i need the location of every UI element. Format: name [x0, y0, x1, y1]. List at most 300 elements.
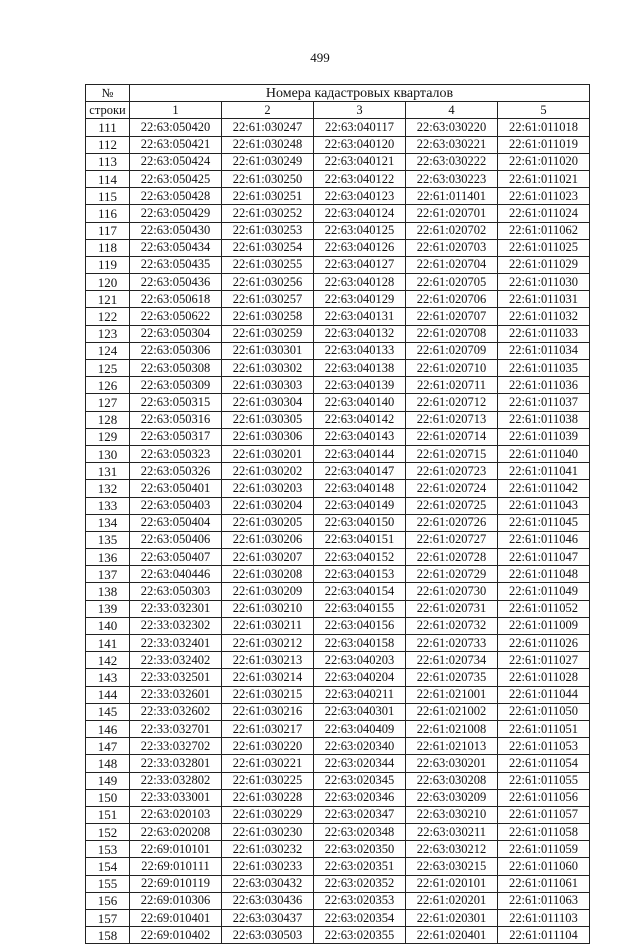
cadastral-number-cell: 22:61:030220: [222, 738, 314, 755]
cadastral-number-cell: 22:63:050406: [130, 531, 222, 548]
cadastral-number-cell: 22:63:040128: [314, 274, 406, 291]
cadastral-number-cell: 22:63:050403: [130, 497, 222, 514]
row-number: 140: [86, 617, 130, 634]
cadastral-number-cell: 22:61:011026: [498, 635, 590, 652]
cadastral-number-cell: 22:63:050407: [130, 549, 222, 566]
row-number: 147: [86, 738, 130, 755]
row-number: 122: [86, 308, 130, 325]
table-row: [86, 480, 590, 497]
cadastral-number-cell: 22:61:020728: [406, 549, 498, 566]
cadastral-number-cell: 22:63:020103: [130, 806, 222, 823]
row-number: 115: [86, 188, 130, 205]
cadastral-number-cell: 22:61:011051: [498, 720, 590, 737]
cadastral-number-cell: 22:63:040156: [314, 617, 406, 634]
table-row: [86, 789, 590, 806]
table-row: [86, 686, 590, 703]
cadastral-number-cell: 22:63:050308: [130, 360, 222, 377]
table-row: [86, 239, 590, 256]
cadastral-number-cell: 22:63:030221: [406, 136, 498, 153]
cadastral-number-cell: 22:61:030205: [222, 514, 314, 531]
row-number: 128: [86, 411, 130, 428]
table-row: [86, 549, 590, 566]
cadastral-number-cell: 22:63:020344: [314, 755, 406, 772]
cadastral-number-cell: 22:61:011033: [498, 325, 590, 342]
cadastral-number-cell: 22:63:030222: [406, 153, 498, 170]
cadastral-number-cell: 22:33:032401: [130, 635, 222, 652]
row-number: 133: [86, 497, 130, 514]
cadastral-number-cell: 22:61:020711: [406, 377, 498, 394]
cadastral-number-cell: 22:61:011061: [498, 875, 590, 892]
cadastral-number-cell: 22:63:050420: [130, 119, 222, 136]
cadastral-number-cell: 22:61:030212: [222, 635, 314, 652]
cadastral-number-cell: 22:61:030257: [222, 291, 314, 308]
cadastral-number-cell: 22:61:011103: [498, 910, 590, 927]
cadastral-number-cell: 22:61:030214: [222, 669, 314, 686]
cadastral-number-cell: 22:63:040131: [314, 308, 406, 325]
cadastral-number-cell: 22:61:030233: [222, 858, 314, 875]
cadastral-number-cell: 22:63:040211: [314, 686, 406, 703]
table-row: [86, 617, 590, 634]
cadastral-number-cell: 22:63:030209: [406, 789, 498, 806]
cadastral-number-cell: 22:61:030302: [222, 360, 314, 377]
cadastral-number-cell: 22:33:032702: [130, 738, 222, 755]
table-row: [86, 256, 590, 273]
cadastral-number-cell: 22:61:030216: [222, 703, 314, 720]
row-number: 145: [86, 703, 130, 720]
cadastral-number-cell: 22:63:040148: [314, 480, 406, 497]
table-body: [86, 119, 590, 944]
cadastral-number-cell: 22:61:030253: [222, 222, 314, 239]
table-row: [86, 703, 590, 720]
cadastral-number-cell: 22:61:030248: [222, 136, 314, 153]
cadastral-number-cell: 22:61:011044: [498, 686, 590, 703]
cadastral-number-cell: 22:63:050326: [130, 463, 222, 480]
row-number-header-bottom: строки: [86, 102, 130, 119]
cadastral-number-cell: 22:63:050404: [130, 514, 222, 531]
cadastral-number-cell: 22:63:050401: [130, 480, 222, 497]
cadastral-number-cell: 22:61:030211: [222, 617, 314, 634]
cadastral-number-cell: 22:61:030255: [222, 256, 314, 273]
cadastral-number-cell: 22:61:011062: [498, 222, 590, 239]
cadastral-number-cell: 22:61:011029: [498, 256, 590, 273]
row-number: 142: [86, 652, 130, 669]
row-number: 141: [86, 635, 130, 652]
row-number: 148: [86, 755, 130, 772]
cadastral-number-cell: 22:69:010111: [130, 858, 222, 875]
cadastral-number-cell: 22:61:020709: [406, 342, 498, 359]
cadastral-number-cell: 22:61:020301: [406, 910, 498, 927]
cadastral-number-cell: 22:61:011039: [498, 428, 590, 445]
cadastral-number-cell: 22:61:030203: [222, 480, 314, 497]
cadastral-number-cell: 22:61:011035: [498, 360, 590, 377]
cadastral-number-cell: 22:61:020708: [406, 325, 498, 342]
table-row: [86, 428, 590, 445]
column-header: 4: [406, 102, 498, 119]
row-number: 119: [86, 256, 130, 273]
cadastral-number-cell: 22:63:040143: [314, 428, 406, 445]
table-row: [86, 153, 590, 170]
cadastral-number-cell: 22:61:020727: [406, 531, 498, 548]
cadastral-number-cell: 22:63:040153: [314, 566, 406, 583]
cadastral-number-cell: 22:63:030437: [222, 910, 314, 927]
cadastral-number-cell: 22:61:011019: [498, 136, 590, 153]
table-row: [86, 772, 590, 789]
cadastral-number-cell: 22:61:020705: [406, 274, 498, 291]
cadastral-number-cell: 22:61:020704: [406, 256, 498, 273]
table-row: [86, 875, 590, 892]
row-number: 120: [86, 274, 130, 291]
cadastral-number-cell: 22:63:040147: [314, 463, 406, 480]
table-row: [86, 806, 590, 823]
cadastral-number-cell: 22:61:030258: [222, 308, 314, 325]
page-number: 499: [310, 50, 330, 65]
cadastral-number-cell: 22:61:011059: [498, 841, 590, 858]
cadastral-number-cell: 22:61:030201: [222, 445, 314, 462]
cadastral-number-cell: 22:63:040301: [314, 703, 406, 720]
cadastral-number-cell: 22:63:040129: [314, 291, 406, 308]
row-number: 151: [86, 806, 130, 823]
cadastral-number-cell: 22:61:020707: [406, 308, 498, 325]
row-number: 121: [86, 291, 130, 308]
row-number: 134: [86, 514, 130, 531]
row-number: 158: [86, 927, 130, 944]
cadastral-number-cell: 22:63:030211: [406, 824, 498, 841]
cadastral-number-cell: 22:61:020706: [406, 291, 498, 308]
cadastral-number-cell: 22:63:040132: [314, 325, 406, 342]
cadastral-number-cell: 22:61:030303: [222, 377, 314, 394]
cadastral-number-cell: 22:63:040124: [314, 205, 406, 222]
cadastral-number-cell: 22:63:020355: [314, 927, 406, 944]
cadastral-number-cell: 22:61:021002: [406, 703, 498, 720]
cadastral-number-cell: 22:61:011030: [498, 274, 590, 291]
cadastral-number-cell: 22:61:011053: [498, 738, 590, 755]
cadastral-number-cell: 22:63:050430: [130, 222, 222, 239]
cadastral-number-cell: 22:69:010402: [130, 927, 222, 944]
cadastral-number-cell: 22:63:050303: [130, 583, 222, 600]
cadastral-number-cell: 22:63:040151: [314, 531, 406, 548]
cadastral-number-cell: 22:61:011028: [498, 669, 590, 686]
cadastral-number-cell: 22:63:050306: [130, 342, 222, 359]
cadastral-number-cell: 22:61:020733: [406, 635, 498, 652]
cadastral-number-cell: 22:61:020401: [406, 927, 498, 944]
cadastral-number-cell: 22:63:030212: [406, 841, 498, 858]
cadastral-number-cell: 22:63:030223: [406, 170, 498, 187]
row-number: 123: [86, 325, 130, 342]
cadastral-number-cell: 22:61:030204: [222, 497, 314, 514]
cadastral-number-cell: 22:63:040120: [314, 136, 406, 153]
cadastral-number-cell: 22:61:030259: [222, 325, 314, 342]
cadastral-number-cell: 22:63:050428: [130, 188, 222, 205]
table-row: [86, 445, 590, 462]
cadastral-number-cell: 22:61:011027: [498, 652, 590, 669]
cadastral-number-cell: 22:61:030208: [222, 566, 314, 583]
cadastral-number-cell: 22:61:011043: [498, 497, 590, 514]
row-number: 112: [86, 136, 130, 153]
row-number: 113: [86, 153, 130, 170]
cadastral-number-cell: 22:61:020715: [406, 445, 498, 462]
row-number: 137: [86, 566, 130, 583]
cadastral-number-cell: 22:61:020101: [406, 875, 498, 892]
cadastral-number-cell: 22:61:011031: [498, 291, 590, 308]
cadastral-number-cell: 22:63:040204: [314, 669, 406, 686]
cadastral-number-cell: 22:61:011046: [498, 531, 590, 548]
cadastral-number-cell: 22:61:011048: [498, 566, 590, 583]
cadastral-number-cell: 22:63:040142: [314, 411, 406, 428]
cadastral-number-cell: 22:61:020726: [406, 514, 498, 531]
cadastral-number-cell: 22:61:020729: [406, 566, 498, 583]
table-row: [86, 205, 590, 222]
cadastral-number-cell: 22:63:040155: [314, 600, 406, 617]
table-row: [86, 720, 590, 737]
cadastral-number-cell: 22:61:021013: [406, 738, 498, 755]
table-row: [86, 360, 590, 377]
cadastral-number-cell: 22:69:010101: [130, 841, 222, 858]
cadastral-number-cell: 22:63:050421: [130, 136, 222, 153]
row-number: 114: [86, 170, 130, 187]
row-number: 132: [86, 480, 130, 497]
row-number: 154: [86, 858, 130, 875]
cadastral-number-cell: 22:63:040138: [314, 360, 406, 377]
cadastral-number-cell: 22:33:032601: [130, 686, 222, 703]
cadastral-number-cell: 22:61:030304: [222, 394, 314, 411]
table-row: [86, 119, 590, 136]
cadastral-number-cell: 22:61:030206: [222, 531, 314, 548]
table-row: [86, 910, 590, 927]
row-number: 125: [86, 360, 130, 377]
cadastral-number-cell: 22:63:040122: [314, 170, 406, 187]
table-header: [86, 85, 590, 119]
row-number: 138: [86, 583, 130, 600]
cadastral-number-cell: 22:61:011060: [498, 858, 590, 875]
cadastral-number-cell: 22:61:011049: [498, 583, 590, 600]
cadastral-number-cell: 22:63:020352: [314, 875, 406, 892]
cadastral-number-cell: 22:61:020725: [406, 497, 498, 514]
cadastral-number-cell: 22:63:030503: [222, 927, 314, 944]
cadastral-number-cell: 22:63:040409: [314, 720, 406, 737]
cadastral-number-cell: 22:69:010119: [130, 875, 222, 892]
cadastral-number-cell: 22:33:032402: [130, 652, 222, 669]
column-header: 3: [314, 102, 406, 119]
cadastral-number-cell: 22:61:011024: [498, 205, 590, 222]
row-number: 146: [86, 720, 130, 737]
cadastral-number-cell: 22:61:011104: [498, 927, 590, 944]
cadastral-number-cell: 22:61:030251: [222, 188, 314, 205]
cadastral-number-cell: 22:61:030250: [222, 170, 314, 187]
table-row: [86, 738, 590, 755]
cadastral-number-cell: 22:61:030207: [222, 549, 314, 566]
cadastral-number-cell: 22:63:050315: [130, 394, 222, 411]
cadastral-number-cell: 22:63:050424: [130, 153, 222, 170]
cadastral-number-cell: 22:61:030232: [222, 841, 314, 858]
table-row: [86, 892, 590, 909]
cadastral-number-cell: 22:61:020710: [406, 360, 498, 377]
cadastral-number-cell: 22:61:011038: [498, 411, 590, 428]
cadastral-number-cell: 22:61:011021: [498, 170, 590, 187]
table-row: [86, 841, 590, 858]
cadastral-number-cell: 22:63:050304: [130, 325, 222, 342]
cadastral-number-cell: 22:63:040144: [314, 445, 406, 462]
cadastral-number-cell: 22:63:050316: [130, 411, 222, 428]
cadastral-number-cell: 22:63:040126: [314, 239, 406, 256]
cadastral-number-cell: 22:33:032301: [130, 600, 222, 617]
cadastral-number-cell: 22:61:030254: [222, 239, 314, 256]
cadastral-number-cell: 22:63:030208: [406, 772, 498, 789]
cadastral-number-cell: 22:63:040133: [314, 342, 406, 359]
cadastral-number-cell: 22:63:050323: [130, 445, 222, 462]
row-number: 155: [86, 875, 130, 892]
cadastral-number-cell: 22:61:011050: [498, 703, 590, 720]
cadastral-number-cell: 22:61:030256: [222, 274, 314, 291]
cadastral-number-cell: 22:63:020208: [130, 824, 222, 841]
cadastral-number-cell: 22:63:020353: [314, 892, 406, 909]
cadastral-number-cell: 22:63:040121: [314, 153, 406, 170]
cadastral-number-cell: 22:63:030215: [406, 858, 498, 875]
row-number: 124: [86, 342, 130, 359]
column-header: 1: [130, 102, 222, 119]
row-number: 149: [86, 772, 130, 789]
table-row: [86, 566, 590, 583]
cadastral-number-cell: 22:63:050317: [130, 428, 222, 445]
cadastral-number-cell: 22:61:030217: [222, 720, 314, 737]
cadastral-number-cell: 22:63:020346: [314, 789, 406, 806]
cadastral-number-cell: 22:61:011009: [498, 617, 590, 634]
cadastral-number-cell: 22:63:050622: [130, 308, 222, 325]
row-number: 135: [86, 531, 130, 548]
cadastral-number-cell: 22:33:032701: [130, 720, 222, 737]
cadastral-number-cell: 22:61:030230: [222, 824, 314, 841]
table-row: [86, 325, 590, 342]
cadastral-number-cell: 22:61:030215: [222, 686, 314, 703]
cadastral-number-cell: 22:61:011018: [498, 119, 590, 136]
cadastral-number-cell: 22:61:030213: [222, 652, 314, 669]
cadastral-number-cell: 22:63:040150: [314, 514, 406, 531]
cadastral-number-cell: 22:63:040139: [314, 377, 406, 394]
cadastral-number-cell: 22:63:030201: [406, 755, 498, 772]
cadastral-number-cell: 22:61:030249: [222, 153, 314, 170]
table-row: [86, 927, 590, 944]
cadastral-number-cell: 22:61:011041: [498, 463, 590, 480]
row-number: 129: [86, 428, 130, 445]
cadastral-number-cell: 22:63:040140: [314, 394, 406, 411]
cadastral-number-cell: 22:61:030210: [222, 600, 314, 617]
cadastral-number-cell: 22:61:020731: [406, 600, 498, 617]
cadastral-number-cell: 22:61:011063: [498, 892, 590, 909]
table-row: [86, 342, 590, 359]
cadastral-number-cell: 22:61:011045: [498, 514, 590, 531]
cadastral-number-cell: 22:61:011040: [498, 445, 590, 462]
cadastral-number-cell: 22:63:050435: [130, 256, 222, 273]
cadastral-number-cell: 22:63:040154: [314, 583, 406, 600]
cadastral-number-cell: 22:61:020714: [406, 428, 498, 445]
cadastral-number-cell: 22:61:030228: [222, 789, 314, 806]
table-row: [86, 755, 590, 772]
cadastral-number-cell: 22:63:020340: [314, 738, 406, 755]
cadastral-number-cell: 22:61:011055: [498, 772, 590, 789]
cadastral-number-cell: 22:33:032801: [130, 755, 222, 772]
table-row: [86, 583, 590, 600]
cadastral-number-cell: 22:61:030301: [222, 342, 314, 359]
row-number: 131: [86, 463, 130, 480]
cadastral-number-cell: 22:61:020730: [406, 583, 498, 600]
cadastral-number-cell: 22:33:032602: [130, 703, 222, 720]
cadastral-number-cell: 22:61:020723: [406, 463, 498, 480]
cadastral-number-cell: 22:63:020347: [314, 806, 406, 823]
cadastral-number-cell: 22:61:011401: [406, 188, 498, 205]
row-number: 136: [86, 549, 130, 566]
row-number: 144: [86, 686, 130, 703]
cadastral-number-cell: 22:63:050429: [130, 205, 222, 222]
cadastral-number-cell: 22:61:011034: [498, 342, 590, 359]
table-row: [86, 377, 590, 394]
cadastral-number-cell: 22:61:020713: [406, 411, 498, 428]
cadastral-number-cell: 22:63:020350: [314, 841, 406, 858]
table-row: [86, 136, 590, 153]
cadastral-number-cell: 22:63:040152: [314, 549, 406, 566]
cadastral-number-cell: 22:63:040203: [314, 652, 406, 669]
table-row: [86, 669, 590, 686]
cadastral-number-cell: 22:61:011023: [498, 188, 590, 205]
cadastral-quarters-table: [85, 84, 590, 944]
table-row: [86, 652, 590, 669]
row-number: 150: [86, 789, 130, 806]
cadastral-number-cell: 22:61:011052: [498, 600, 590, 617]
cadastral-number-cell: 22:61:030209: [222, 583, 314, 600]
cadastral-number-cell: 22:61:030252: [222, 205, 314, 222]
column-header: 5: [498, 102, 590, 119]
row-number: 130: [86, 445, 130, 462]
cadastral-number-cell: 22:63:050434: [130, 239, 222, 256]
cadastral-number-cell: 22:61:011037: [498, 394, 590, 411]
row-number: 118: [86, 239, 130, 256]
cadastral-number-cell: 22:61:020712: [406, 394, 498, 411]
row-number: 116: [86, 205, 130, 222]
cadastral-number-cell: 22:61:020702: [406, 222, 498, 239]
cadastral-number-cell: 22:63:030210: [406, 806, 498, 823]
cadastral-number-cell: 22:61:030225: [222, 772, 314, 789]
row-number: 153: [86, 841, 130, 858]
table-row: [86, 858, 590, 875]
cadastral-number-cell: 22:63:040125: [314, 222, 406, 239]
table-row: [86, 274, 590, 291]
row-number: 143: [86, 669, 130, 686]
cadastral-number-cell: 22:61:011032: [498, 308, 590, 325]
table-row: [86, 394, 590, 411]
row-number: 127: [86, 394, 130, 411]
cadastral-number-cell: 22:61:020732: [406, 617, 498, 634]
cadastral-number-cell: 22:61:020701: [406, 205, 498, 222]
cadastral-number-cell: 22:61:011020: [498, 153, 590, 170]
row-number: 156: [86, 892, 130, 909]
table-row: [86, 635, 590, 652]
cadastral-number-cell: 22:33:032501: [130, 669, 222, 686]
cadastral-number-cell: 22:63:040117: [314, 119, 406, 136]
table-row: [86, 222, 590, 239]
table-row: [86, 497, 590, 514]
cadastral-number-cell: 22:63:020351: [314, 858, 406, 875]
row-number: 117: [86, 222, 130, 239]
table-row: [86, 411, 590, 428]
cadastral-number-cell: 22:61:020703: [406, 239, 498, 256]
cadastral-number-cell: 22:61:020734: [406, 652, 498, 669]
cadastral-number-cell: 22:61:021001: [406, 686, 498, 703]
cadastral-number-cell: 22:63:030220: [406, 119, 498, 136]
cadastral-number-cell: 22:61:011036: [498, 377, 590, 394]
cadastral-number-cell: 22:61:030202: [222, 463, 314, 480]
table-row: [86, 308, 590, 325]
cadastral-number-cell: 22:63:020354: [314, 910, 406, 927]
cadastral-number-cell: 22:63:040123: [314, 188, 406, 205]
cadastral-number-cell: 22:69:010306: [130, 892, 222, 909]
